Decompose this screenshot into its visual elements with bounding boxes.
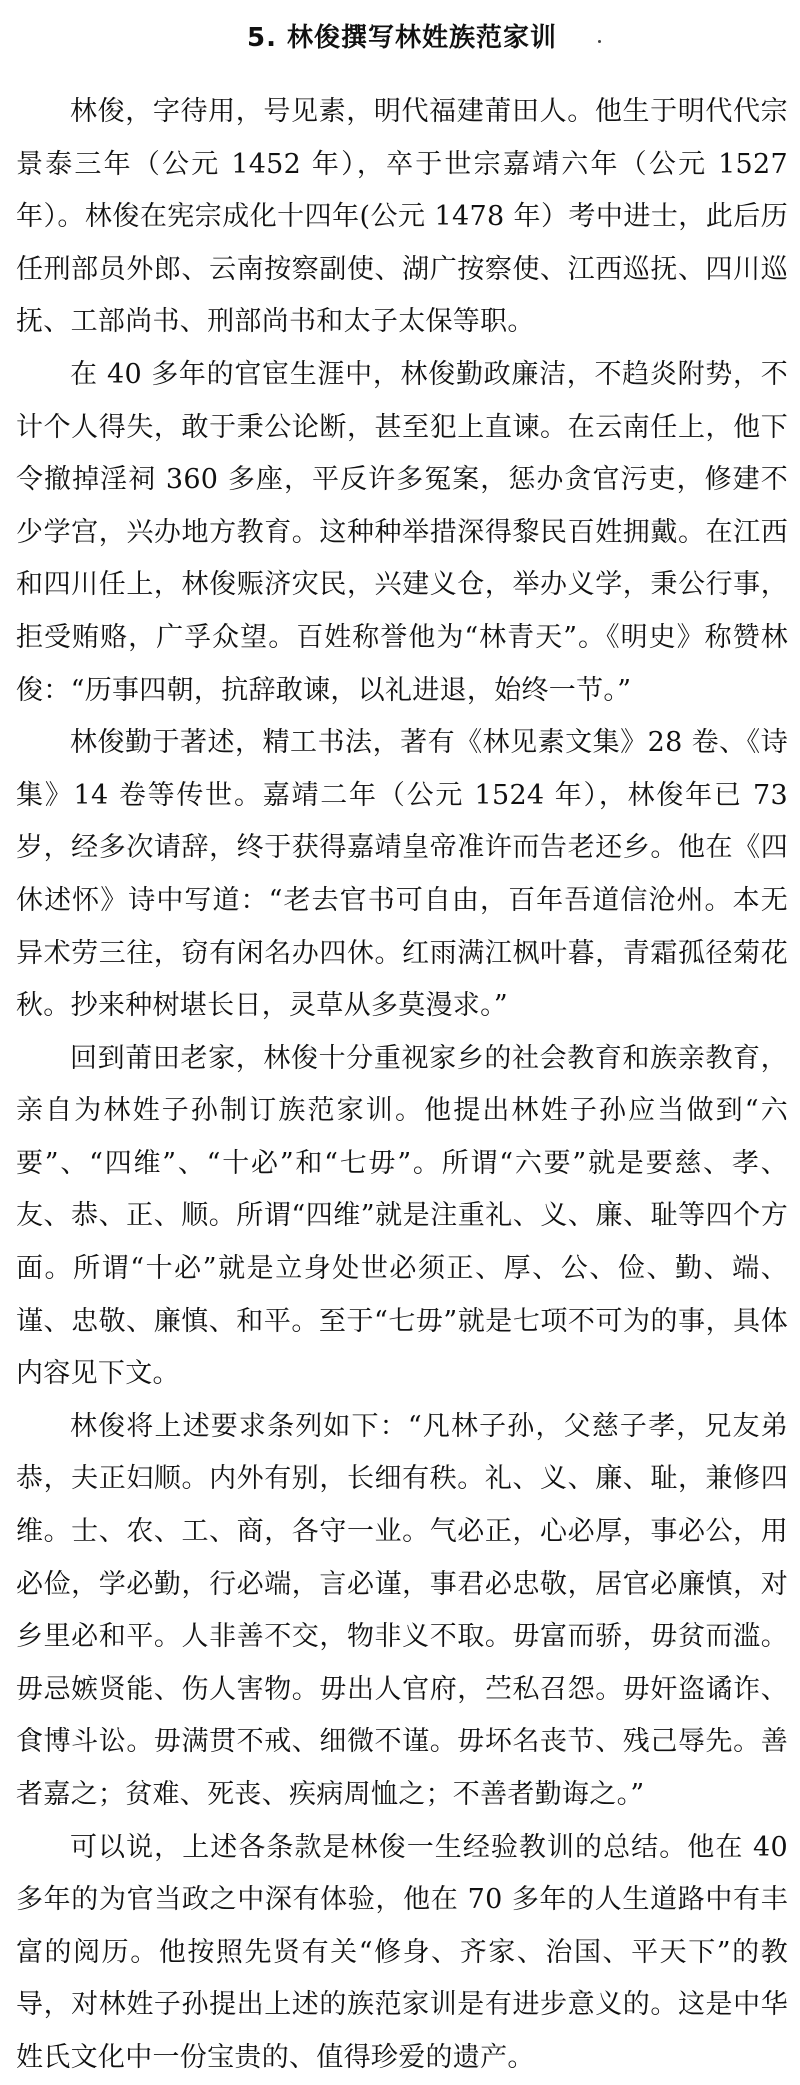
paragraph-official-career: 在 40 多年的官宦生涯中，林俊勤政廉洁，不趋炎附势，不计个人得失，敢于秉公论断，甚至犯上直谏。在云南任上，他下令撤掉淫祠 360 多座，平反许多冤案，惩办贪官污吏，修建不少学宫，兴办地方教育。这种种举措深得黎民百姓拥戴。在江西和四川任上，林俊赈济灾民，兴建义仓，举办义学，秉公行事，拒受贿赂，广孚众望。百姓称誉他为“林青天”。《明史》称赞林俊：“历事四朝，抗辞敢谏，以礼进退，始终一节。”	[16, 358, 788, 706]
paragraph-biography: 林俊，字待用，号见素，明代福建莆田人。他生于明代代宗景泰三年（公元 1452 年），卒于世宗嘉靖六年（公元 1527 年）。林俊在宪宗成化十四年(公元 1478 年）考中进士，此后历任刑部员外郎、云南按察副使、湖广按察使、江西巡抚、四川巡抚、工部尚书、刑部尚书和太子太保等职。	[16, 96, 788, 338]
paragraph-family-instructions: 回到莆田老家，林俊十分重视家乡的社会教育和族亲教育，亲自为林姓子孙制订族范家训。他提出林姓子孙应当做到“六要”、“四维”、“十必”和“七毋”。所谓“六要”就是要慈、孝、友、恭、正、顺。所谓“四维”就是注重礼、义、廉、耻等四个方面。所谓“十必”就是立身处世必须正、厚、公、俭、勤、端、谨、忠敬、廉慎、和平。至于“七毋”就是七项不可为的事，具体内容见下文。	[16, 1042, 788, 1390]
paragraph-conclusion: 可以说，上述各条款是林俊一生经验教训的总结。他在 40 多年的为官当政之中深有体验，他在 70 多年的人生道路中有丰富的阅历。他按照先贤有关“修身、齐家、治国、平天下”的教导，对林姓子孙提出上述的族范家训是有进步意义的。这是中华姓氏文化中一份宝贵的、值得珍爱的遗产。	[16, 1831, 788, 2073]
section-title: 5. 林俊撰写林姓族范家训	[246, 23, 558, 53]
paragraph-instruction-text: 林俊将上述要求条列如下：“凡林子孙，父慈子孝，兄友弟恭，夫正妇顺。内外有别，长细有秩。礼、义、廉、耻，兼修四维。士、农、工、商，各守一业。气必正，心必厚，事必公，用必俭，学必勤，行必端，言必谨，事君必忠敬，居官必廉慎，对乡里必和平。人非善不交，物非义不取。毋富而骄，毋贫而滥。毋忌嫉贤能、伤人害物。毋出人官府，苎私召怨。毋奸盗谲诈、食博斗讼。毋满贯不戒、细微不谨。毋坏名丧节、残己辱先。善者嘉之；贫难、死丧、疾病周恤之；不善者勤诲之。”	[16, 1410, 788, 1810]
paragraph-writings-retirement: 林俊勤于著述，精工书法，著有《林见素文集》28 卷、《诗集》14 卷等传世。嘉靖二年（公元 1524 年），林俊年已 73 岁，经多次请辞，终于获得嘉靖皇帝准许而告老还乡。他在《四休述怀》诗中写道：“老去官书可自由，百年吾道信沧州。本无异术劳三往，窃有闲名办四休。红雨满江枫叶暮，青霜孤径菊花秋。抄来种树堪长日，灵草从多莫漫求。”	[16, 727, 788, 1022]
scan-speck	[598, 40, 601, 43]
